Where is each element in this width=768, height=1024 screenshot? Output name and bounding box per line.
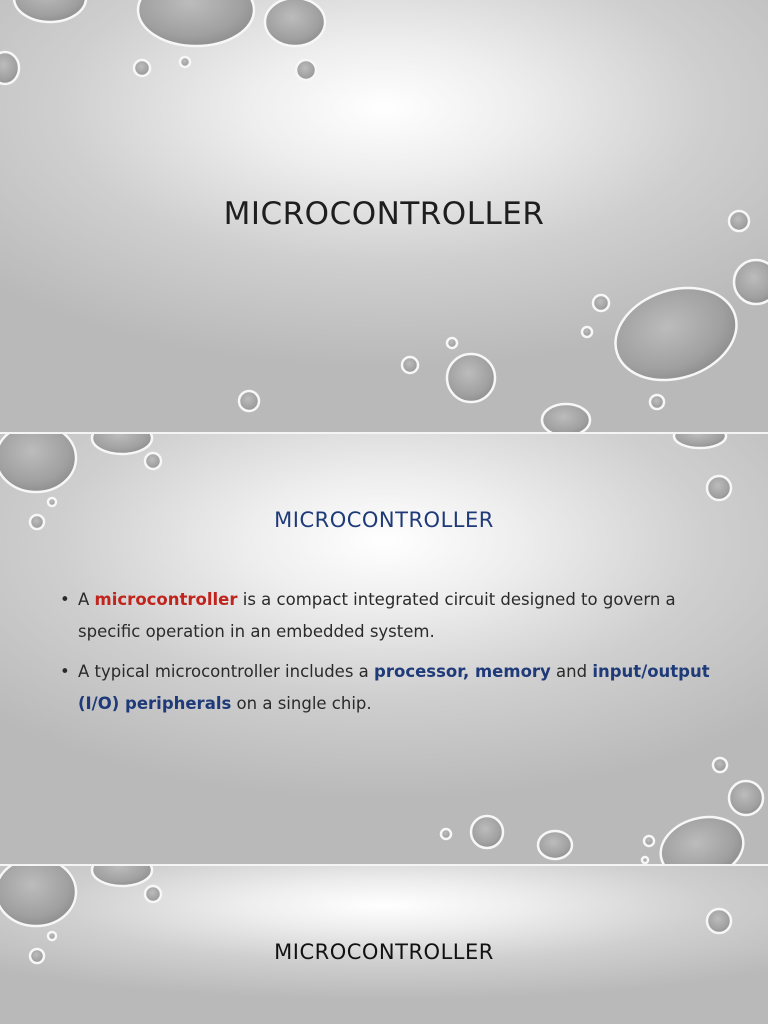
slide-3 [0, 866, 768, 1024]
slide-title: MICROCONTROLLER [274, 940, 494, 964]
highlight-term: processor, memory [374, 662, 551, 681]
slide-1 [0, 0, 768, 432]
bullet-text: and [550, 662, 593, 681]
slide-2 [0, 434, 768, 864]
bullet-text: on a single chip. [231, 694, 372, 713]
bullet-text: A typical microcontroller includes a [78, 662, 375, 681]
bullet-text: A [78, 590, 95, 609]
slide-title: MICROCONTROLLER [223, 196, 545, 232]
highlight-term: microcontroller [94, 590, 238, 609]
highlight-term: input/output (I/O) peripherals [78, 662, 710, 713]
bullet-item [60, 584, 710, 648]
bullet-list [60, 584, 710, 728]
slide-title: MICROCONTROLLER [274, 508, 494, 532]
bullet-text: is a compact integrated circuit designed to govern a specific operation in an embedded system. [78, 590, 676, 641]
bullet-item [60, 656, 710, 720]
